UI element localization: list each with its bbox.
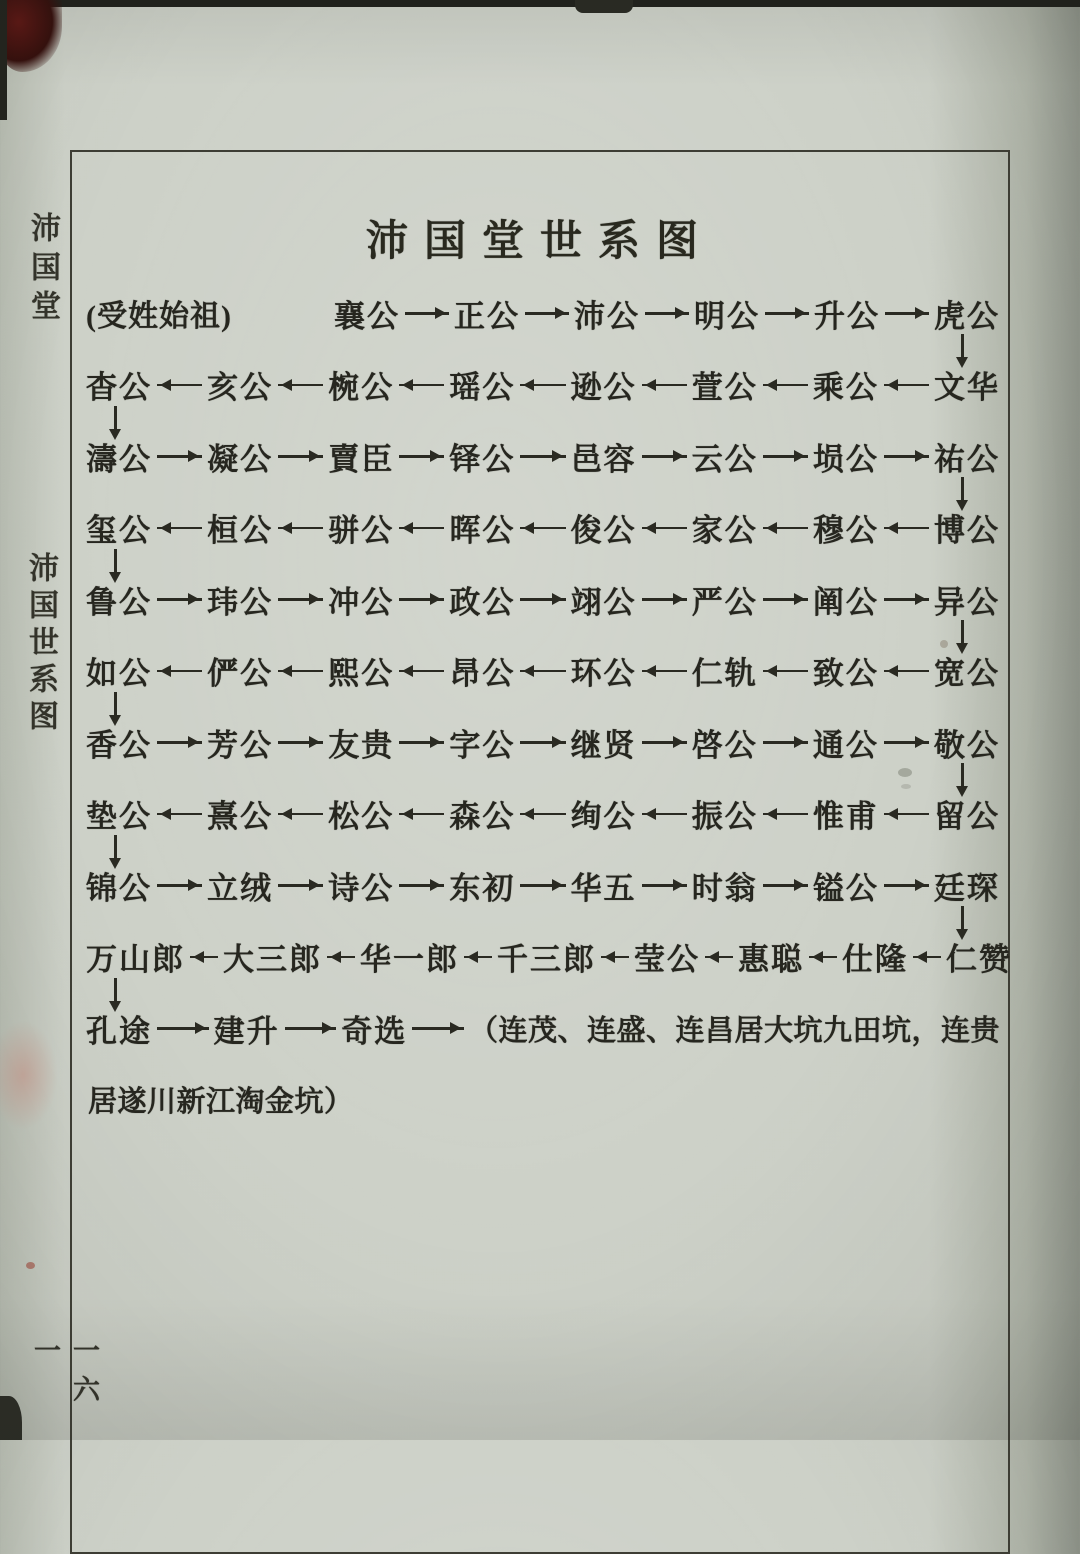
arrow-left-icon (642, 670, 687, 673)
arrow-right-icon (763, 598, 808, 601)
person-name: 杳公 (86, 370, 152, 405)
arrow-left-icon (642, 384, 687, 387)
person-name: 襄公 (334, 298, 400, 334)
arrow-left-icon (520, 527, 565, 530)
paper-speck (26, 1262, 35, 1269)
person-name: 仕隆 (842, 942, 908, 977)
arrow-left-icon (884, 527, 929, 530)
person-name: 文华 (933, 370, 1000, 405)
arrow-down-icon (114, 978, 117, 1008)
arrow-left-icon (278, 670, 323, 673)
person-name: 时翁 (691, 870, 758, 906)
person-name: 埙公 (812, 441, 879, 477)
person-name: 振公 (691, 799, 758, 834)
generation-row (86, 864, 1000, 936)
arrow-left-icon (763, 527, 808, 530)
arrow-down-icon (114, 406, 117, 436)
arrow-right-icon (278, 884, 323, 887)
arrow-right-icon (399, 884, 444, 887)
arrow-right-icon (157, 884, 202, 887)
person-name: 家公 (691, 513, 758, 548)
person-name: 亥公 (207, 370, 274, 405)
person-name: 沛公 (574, 298, 640, 334)
arrow-right-icon (278, 741, 323, 744)
branch-note: （连茂、连盛、连昌居大坑九田坑，连贵 (468, 1014, 1000, 1047)
person-name: 万山郎 (86, 942, 185, 977)
person-name: 鲁公 (86, 584, 152, 620)
generation-row (86, 793, 1000, 865)
branch-note: 居遂川新江淘金坑） (88, 1086, 354, 1118)
arrow-left-icon (913, 956, 941, 959)
person-name: 正公 (454, 298, 520, 334)
person-name: 惟甫 (812, 799, 879, 834)
person-name: 镒公 (812, 870, 879, 906)
person-name: 乘公 (812, 370, 879, 405)
margin-chart-label: 沛国世系图 (24, 552, 57, 737)
arrow-left-icon (464, 956, 492, 959)
person-name: 政公 (449, 584, 516, 620)
arrow-right-icon (642, 741, 687, 744)
person-name: 晖公 (449, 513, 516, 548)
arrow-right-icon (885, 312, 929, 315)
generation-line (86, 578, 1000, 620)
arrow-left-icon (399, 670, 444, 673)
person-name: 异公 (933, 584, 1000, 620)
arrow-down-icon (961, 763, 964, 793)
person-name: 賣臣 (328, 441, 395, 477)
arrow-left-icon (884, 384, 929, 387)
generation-line (86, 793, 1000, 835)
arrow-left-icon (763, 384, 808, 387)
generation-row (86, 1079, 1000, 1151)
person-name: 严公 (691, 584, 758, 620)
person-name: 立绒 (207, 870, 274, 906)
arrow-left-icon (399, 813, 444, 816)
generation-row (86, 1007, 1000, 1079)
person-name: 绚公 (570, 799, 637, 834)
arrow-right-icon (525, 312, 569, 315)
arrow-left-icon (520, 670, 565, 673)
arrow-right-icon (157, 598, 202, 601)
person-name: 熙公 (328, 656, 395, 691)
arrow-left-icon (763, 670, 808, 673)
arrow-down-icon (961, 477, 964, 507)
arrow-down-icon (961, 620, 964, 650)
arrow-right-icon (278, 598, 323, 601)
arrow-right-icon (884, 884, 929, 887)
person-name: 华五 (570, 870, 637, 906)
arrow-right-icon (399, 598, 444, 601)
person-name: 升公 (814, 298, 880, 334)
origin-label: (受姓始祖) (86, 300, 232, 333)
person-name: 森公 (449, 799, 516, 834)
paper-smudge (0, 1020, 58, 1130)
arrow-left-icon (157, 813, 202, 816)
arrow-left-icon (190, 956, 218, 959)
person-name: 翊公 (570, 584, 637, 620)
generation-row (86, 721, 1000, 793)
arrow-left-icon (705, 956, 733, 959)
generation-row (86, 936, 1012, 1008)
person-name: 建升 (213, 1013, 280, 1049)
arrow-down-icon (961, 906, 964, 936)
person-name: 垫公 (86, 799, 152, 834)
arrow-right-icon (157, 455, 202, 458)
generation-row (86, 650, 1000, 722)
arrow-right-icon (520, 455, 565, 458)
generation-row (86, 364, 1000, 436)
arrow-left-icon (278, 527, 323, 530)
arrow-right-icon (884, 455, 929, 458)
person-name: 桓公 (207, 513, 274, 548)
person-name: 大三郎 (223, 942, 322, 977)
person-name: 惠聪 (738, 942, 804, 977)
arrow-left-icon (278, 813, 323, 816)
arrow-down-icon (961, 334, 964, 364)
arrow-left-icon (520, 384, 565, 387)
person-name: 博公 (933, 513, 1000, 548)
person-name: 祐公 (933, 441, 1000, 477)
arrow-left-icon (763, 813, 808, 816)
person-name: 友贵 (328, 727, 395, 763)
person-name: 千三郎 (497, 942, 596, 977)
person-name: 锦公 (86, 870, 152, 906)
generation-line (86, 721, 1000, 763)
generation-row (86, 435, 1000, 507)
person-name: 敬公 (933, 727, 1000, 763)
arrow-left-icon (601, 956, 629, 959)
person-name: 昂公 (449, 656, 516, 691)
arrow-right-icon (642, 455, 687, 458)
generation-line (86, 364, 1000, 406)
arrow-left-icon (642, 527, 687, 530)
arrow-right-icon (645, 312, 689, 315)
person-name: 通公 (812, 727, 879, 763)
arrow-right-icon (763, 884, 808, 887)
arrow-right-icon (520, 598, 565, 601)
person-name: 华一郎 (360, 942, 459, 977)
arrow-right-icon (399, 741, 444, 744)
arrow-right-icon (520, 884, 565, 887)
person-name: 瑶公 (449, 370, 516, 405)
person-name: 廷琛 (933, 870, 1000, 906)
arrow-left-icon (278, 384, 323, 387)
arrow-left-icon (157, 384, 202, 387)
page-title: 沛国堂世系图 (365, 219, 714, 265)
arrow-right-icon (520, 741, 565, 744)
generation-row (86, 578, 1000, 650)
arrow-right-icon (157, 1027, 209, 1030)
person-name: 云公 (691, 441, 758, 477)
arrow-left-icon (642, 813, 687, 816)
generation-line (86, 507, 1000, 549)
person-name: 熹公 (207, 799, 274, 834)
generation-row (86, 507, 1000, 579)
person-name: 凝公 (207, 441, 274, 477)
person-name: 芳公 (207, 727, 274, 763)
person-name: 濤公 (86, 441, 152, 477)
person-name: 俊公 (570, 513, 637, 548)
arrow-right-icon (285, 1027, 337, 1030)
person-name: 诗公 (328, 870, 395, 906)
person-name: 莹公 (634, 942, 700, 977)
person-name: 留公 (933, 799, 1000, 834)
generation-row (86, 292, 1000, 364)
person-name: 骈公 (328, 513, 395, 548)
arrow-left-icon (884, 670, 929, 673)
arrow-right-icon (157, 741, 202, 744)
arrow-left-icon (327, 956, 355, 959)
person-name: 玺公 (86, 513, 152, 548)
arrow-left-icon (399, 384, 444, 387)
person-name: 奇选 (341, 1013, 408, 1049)
generation-line (86, 1007, 1000, 1049)
person-name: 冲公 (328, 584, 395, 620)
person-name: 虎公 (934, 298, 1000, 334)
person-name: 继贤 (570, 727, 637, 763)
person-name: 致公 (812, 656, 879, 691)
arrow-right-icon (405, 312, 449, 315)
photo-left-edge-shadow (0, 0, 7, 120)
person-name: 啓公 (691, 727, 758, 763)
person-name: 邑容 (570, 441, 637, 477)
arrow-left-icon (399, 527, 444, 530)
person-name: 宽公 (933, 656, 1000, 691)
page-border-frame (70, 150, 1010, 1554)
person-name: 椀公 (328, 370, 395, 405)
person-name: 逊公 (570, 370, 637, 405)
arrow-right-icon (884, 741, 929, 744)
person-name: 萱公 (691, 370, 758, 405)
page-number: 一六一 (30, 1336, 99, 1414)
person-name: 香公 (86, 727, 152, 763)
photo-top-edge-shadow (0, 0, 1080, 7)
person-name: 穆公 (812, 513, 879, 548)
photo-bottom-corner-shadow (0, 1396, 22, 1440)
generation-line (86, 435, 1000, 477)
person-name: 俨公 (207, 656, 274, 691)
arrow-right-icon (399, 455, 444, 458)
person-name: 如公 (86, 656, 152, 691)
generation-line (86, 650, 1000, 692)
arrow-left-icon (157, 670, 202, 673)
generation-line (86, 864, 1000, 906)
arrow-right-icon (278, 455, 323, 458)
person-name: 明公 (694, 298, 760, 334)
arrow-left-icon (884, 813, 929, 816)
arrow-right-icon (642, 598, 687, 601)
photo-edge-notch (575, 0, 633, 13)
arrow-left-icon (520, 813, 565, 816)
photo-corner-stain (0, 0, 62, 72)
person-name: 松公 (328, 799, 395, 834)
generation-line (86, 1079, 1002, 1121)
margin-hall-label: 沛国堂 (26, 212, 59, 329)
arrow-left-icon (809, 956, 837, 959)
arrow-right-icon (884, 598, 929, 601)
chart-rows (86, 292, 1012, 1150)
person-name: 玮公 (207, 584, 274, 620)
arrow-right-icon (412, 1027, 464, 1030)
person-name: 铎公 (449, 441, 516, 477)
arrow-right-icon (763, 741, 808, 744)
arrow-right-icon (765, 312, 809, 315)
arrow-down-icon (114, 692, 117, 722)
person-name: 字公 (449, 727, 516, 763)
person-name: 孔途 (86, 1013, 152, 1049)
arrow-right-icon (642, 884, 687, 887)
person-name: 东初 (449, 870, 516, 906)
arrow-down-icon (114, 549, 117, 579)
generation-line (86, 292, 1000, 334)
arrow-down-icon (114, 835, 117, 865)
generation-line (86, 936, 1012, 978)
arrow-right-icon (763, 455, 808, 458)
person-name: 环公 (570, 656, 637, 691)
person-name: 阐公 (812, 584, 879, 620)
person-name: 仁赞 (946, 942, 1012, 977)
arrow-left-icon (157, 527, 202, 530)
person-name: 仁轨 (691, 656, 758, 691)
